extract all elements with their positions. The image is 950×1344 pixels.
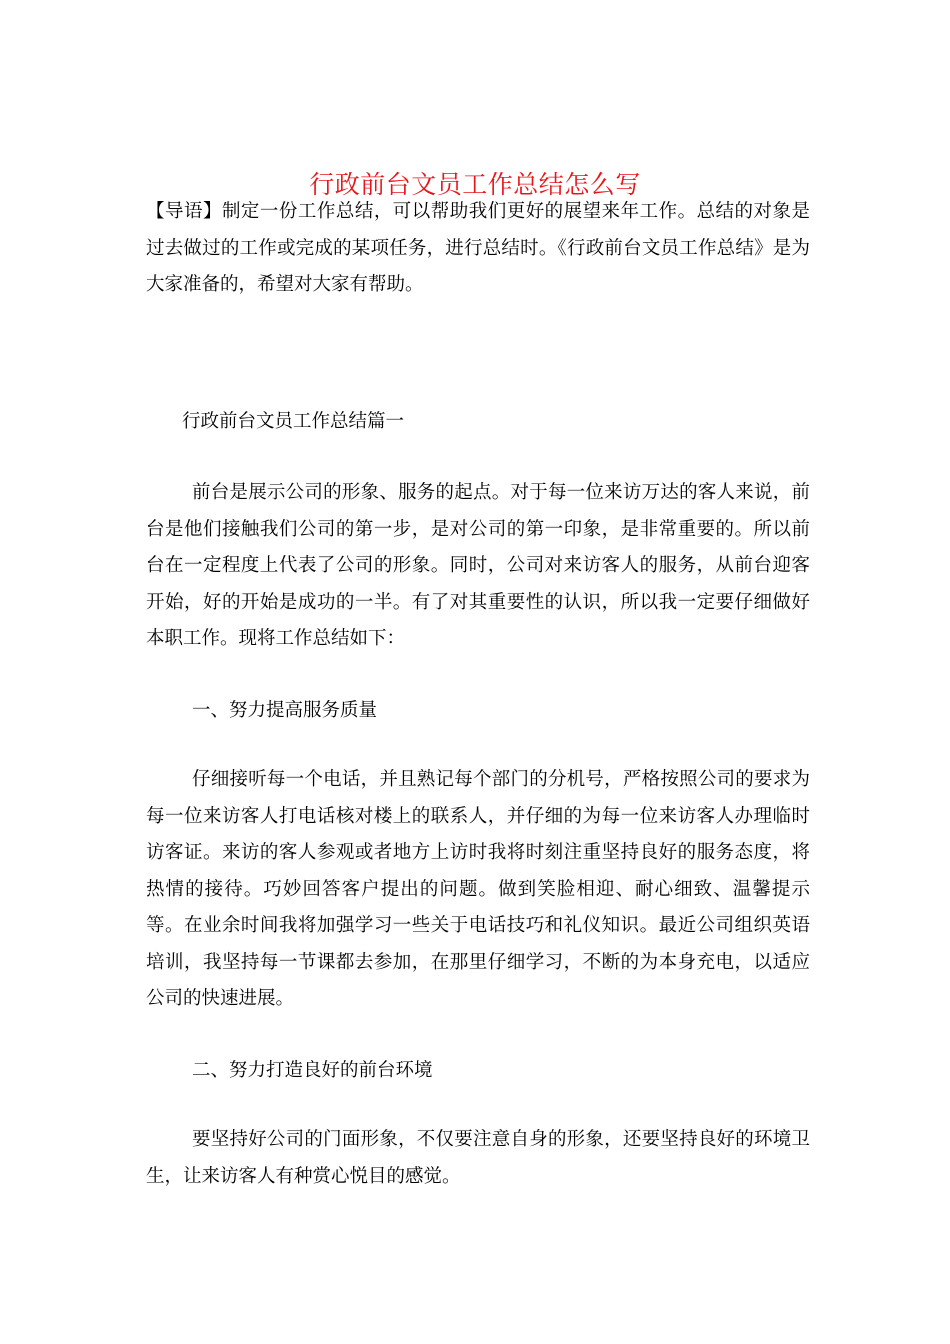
section-heading-1: 一、努力提高服务质量 [192, 700, 378, 721]
body-paragraph-3: 要坚持好公司的门面形象，不仅要注意自身的形象，还要坚持良好的环境卫生，让来访客人有种赏心悦目的感觉。 [146, 1129, 810, 1187]
body-paragraph-2: 仔细接听每一个电话，并且熟记每个部门的分机号，严格按照公司的要求为每一位来访客人打电话核对楼上的联系人，并仔细的为每一位来访客人办理临时访客证。来访的客人参观或者地方上访时我将时刻注重坚持良好的服务态度，将热情的接待。巧妙回答客户提出的问题。做到笑脸相迎、耐心细致、温馨提示等。在业余时间我将加强学习一些关于电话技巧和礼仪知识。最近公司组织英语培训，我坚持每一节课都去参加，在那里仔细学习，不断的为本身充电，以适应公司的快速进展。 [146, 769, 810, 1009]
intro-paragraph: 【导语】制定一份工作总结，可以帮助我们更好的展望来年工作。总结的对象是过去做过的工作或完成的某项任务，进行总结时。《行政前台文员工作总结》是为大家准备的，希望对大家有帮助。 [146, 201, 810, 295]
piece-heading: 行政前台文员工作总结篇一 [182, 411, 405, 432]
section-heading-2: 二、努力打造良好的前台环境 [192, 1060, 433, 1081]
body-paragraph-1: 前台是展示公司的形象、服务的起点。对于每一位来访万达的客人来说，前台是他们接触我们公司的第一步，是对公司的第一印象，是非常重要的。所以前台在一定程度上代表了公司的形象。同时，公司对来访客人的服务，从前台迎客开始，好的开始是成功的一半。有了对其重要性的认识，所以我一定要仔细做好本职工作。现将工作总结如下： [146, 482, 810, 649]
document-title: 行政前台文员工作总结怎么写 [309, 169, 641, 199]
